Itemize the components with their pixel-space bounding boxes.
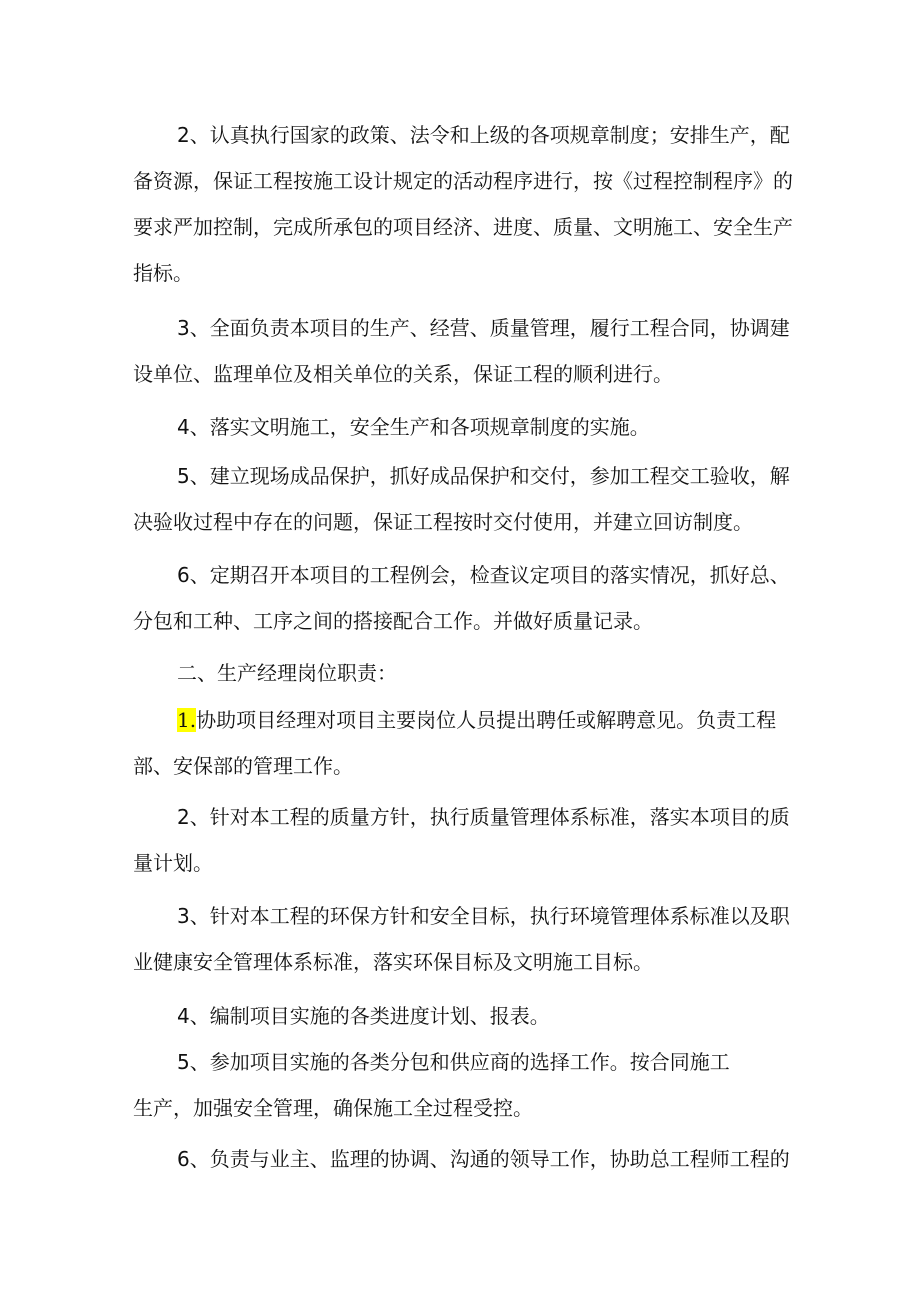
paragraph-duty-5: 5、建立现场成品保护，抓好成品保护和交付，参加工程交工验收，解决验收过程中存在的问题，保证工程按时交付使用，并建立回访制度。 [133,464,790,534]
paragraph-line: 5、参加项目实施的各类分包和供应商的选择工作。按合同施工 [177,1050,730,1074]
paragraph-duty-3: 3、全面负责本项目的生产、经营、质量管理，履行工程合同，协调建设单位、监理单位及相关单位的关系，保证工程的顺利进行。 [133,316,790,386]
paragraph-pm-duty-4: 4、编制项目实施的各类进度计划、报表。 [177,1004,550,1028]
paragraph-line: 生产，加强安全管理，确保施工全过程受控。 [133,1096,533,1120]
paragraph-duty-6: 6、定期召开本项目的工程例会，检查议定项目的落实情况，抓好总、分包和工种、工序之间的搭接配合工作。并做好质量记录。 [133,563,790,633]
paragraph-text: 协助项目经理对项目主要岗位人员提出聘任或解聘意见。负责工程部、安保部的管理工作。 [133,708,777,778]
paragraph-duty-2: 2、认真执行国家的政策、法令和上级的各项规章制度；安排生产，配备资源，保证工程按施工设计规定的活动程序进行，按《过程控制程序》的要求严加控制，完成所承包的项目经济、进度、质量、文明施工、安全生产指标。 [133,123,793,285]
paragraph-pm-duty-5 [133,1039,793,1131]
section-heading-production-manager: 二、生产经理岗位职责： [177,661,397,685]
paragraph-pm-duty-1 [133,697,793,789]
paragraph-pm-duty-6: 6、负责与业主、监理的协调、沟通的领导工作，协助总工程师工程的 [177,1147,790,1171]
paragraph-duty-4: 4、落实文明施工，安全生产和各项规章制度的实施。 [177,415,650,439]
highlighted-number: 1. [177,708,197,732]
paragraph-pm-duty-2: 2、针对本工程的质量方针，执行质量管理体系标准，落实本项目的质量计划。 [133,805,790,875]
paragraph-pm-duty-3: 3、针对本工程的环保方针和安全目标，执行环境管理体系标准以及职业健康安全管理体系标准，落实环保目标及文明施工目标。 [133,904,790,974]
